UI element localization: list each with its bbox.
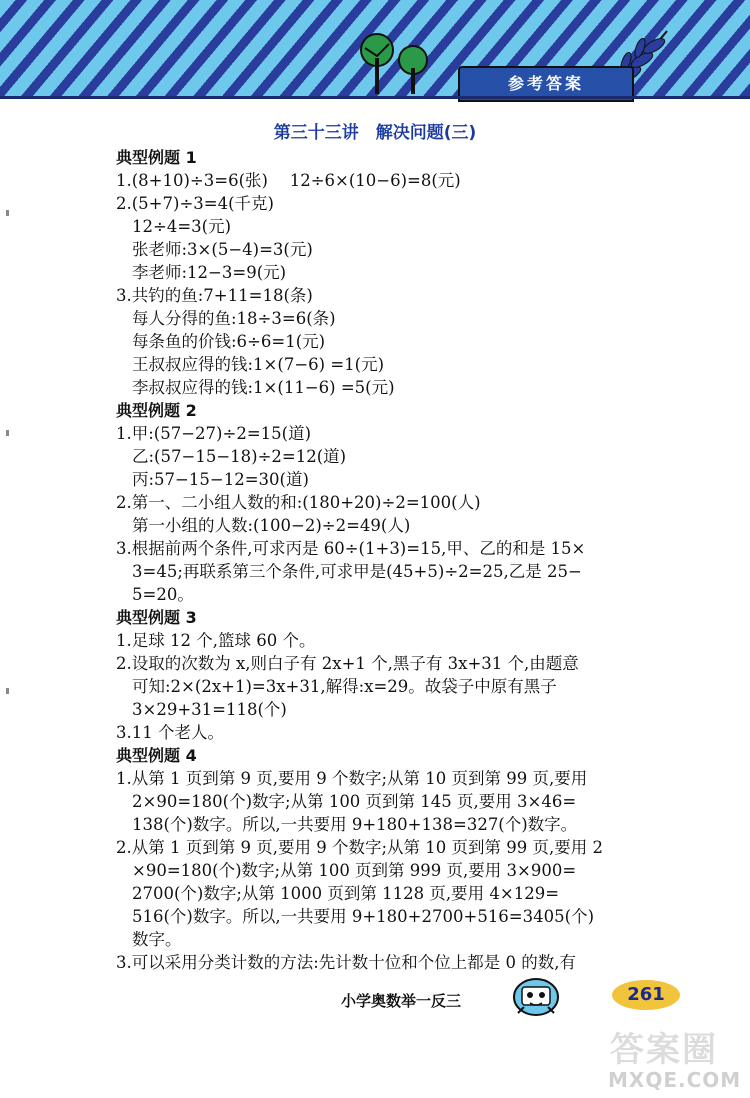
answer-line: 138(个)数字。所以,一共要用 9+180+138=327(个)数字。 <box>132 815 578 834</box>
section-heading: 典型例题 1 <box>116 148 197 167</box>
answer-line: 1.甲:(57−27)÷2=15(道) <box>116 424 312 443</box>
header-banner <box>0 0 750 97</box>
answer-line: 1.足球 12 个,篮球 60 个。 <box>116 631 316 650</box>
section-heading: 典型例题 3 <box>116 608 197 627</box>
margin-mark <box>6 688 9 694</box>
answer-line: 2.设取的次数为 x,则白子有 2x+1 个,黑子有 3x+31 个,由题意 <box>116 654 579 673</box>
header-divider <box>0 96 750 99</box>
answer-line: ×90=180(个)数字;从第 100 页到第 999 页,要用 3×900= <box>132 861 577 880</box>
page-number: 261 <box>612 980 680 1010</box>
answer-line: 3×29+31=118(个) <box>132 700 287 719</box>
tree-icon <box>355 28 435 94</box>
answer-line: 2.从第 1 页到第 9 页,要用 9 个数字;从第 10 页到第 99 页,要用 2 <box>116 838 603 857</box>
answer-line: 数字。 <box>132 930 182 949</box>
answer-line: 李叔叔应得的钱:1×(11−6) =5(元) <box>132 378 395 397</box>
answer-line: 2.(5+7)÷3=4(千克) <box>116 194 274 213</box>
answer-line: 1.从第 1 页到第 9 页,要用 9 个数字;从第 10 页到第 99 页,要用 <box>116 769 588 788</box>
watermark <box>602 1022 742 1094</box>
answer-line: 516(个)数字。所以,一共要用 9+180+2700+516=3405(个) <box>132 907 594 926</box>
watermark-logo-text: 答案圈 <box>610 1030 718 1070</box>
answer-line: 2700(个)数字;从第 1000 页到第 1128 页,要用 4×129= <box>132 884 560 903</box>
answer-line: 乙:(57−15−18)÷2=12(道) <box>132 447 347 466</box>
cartoon-book-icon <box>508 973 564 1019</box>
answer-line: 3.共钓的鱼:7+11=18(条) <box>116 286 313 305</box>
answer-line: 3.根据前两个条件,可求丙是 60÷(1+3)=15,甲、乙的和是 15× <box>116 539 586 558</box>
answer-line: 3.11 个老人。 <box>116 723 224 742</box>
answer-line: 3=45;再联系第三个条件,可求甲是(45+5)÷2=25,乙是 25− <box>132 562 582 581</box>
book-title: 小学奥数举一反三 <box>341 992 462 1010</box>
section-heading: 典型例题 4 <box>116 746 197 765</box>
answer-line: 王叔叔应得的钱:1×(7−6) =1(元) <box>132 355 385 374</box>
answer-line: 5=20。 <box>132 585 194 604</box>
answer-line: 2×90=180(个)数字;从第 100 页到第 145 页,要用 3×46= <box>132 792 577 811</box>
section-heading: 典型例题 2 <box>116 401 197 420</box>
answer-line: 2.第一、二小组人数的和:(180+20)÷2=100(人) <box>116 493 481 512</box>
answer-tag: 参考答案 <box>458 66 634 102</box>
answer-line: 丙:57−15−12=30(道) <box>132 470 309 489</box>
answer-line: 可知:2×(2x+1)=3x+31,解得:x=29。故袋子中原有黑子 <box>132 677 557 696</box>
answer-line: 每条鱼的价钱:6÷6=1(元) <box>132 332 326 351</box>
answer-content <box>116 146 686 974</box>
margin-mark <box>6 210 9 216</box>
answer-line: 李老师:12−3=9(元) <box>132 263 287 282</box>
watermark-url: MXQE.COM <box>608 1068 742 1092</box>
lecture-title: 第三十三讲 解决问题(三) <box>273 123 477 143</box>
answer-line: 1.(8+10)÷3=6(张) 12÷6×(10−6)=8(元) <box>116 171 461 190</box>
answer-line: 张老师:3×(5−4)=3(元) <box>132 240 313 259</box>
answer-line: 3.可以采用分类计数的方法:先计数十位和个位上都是 0 的数,有 <box>116 953 577 972</box>
answer-line: 12÷4=3(元) <box>132 217 232 236</box>
margin-mark <box>6 430 9 436</box>
answer-line: 每人分得的鱼:18÷3=6(条) <box>132 309 336 328</box>
answer-line: 第一小组的人数:(100−2)÷2=49(人) <box>132 516 411 535</box>
